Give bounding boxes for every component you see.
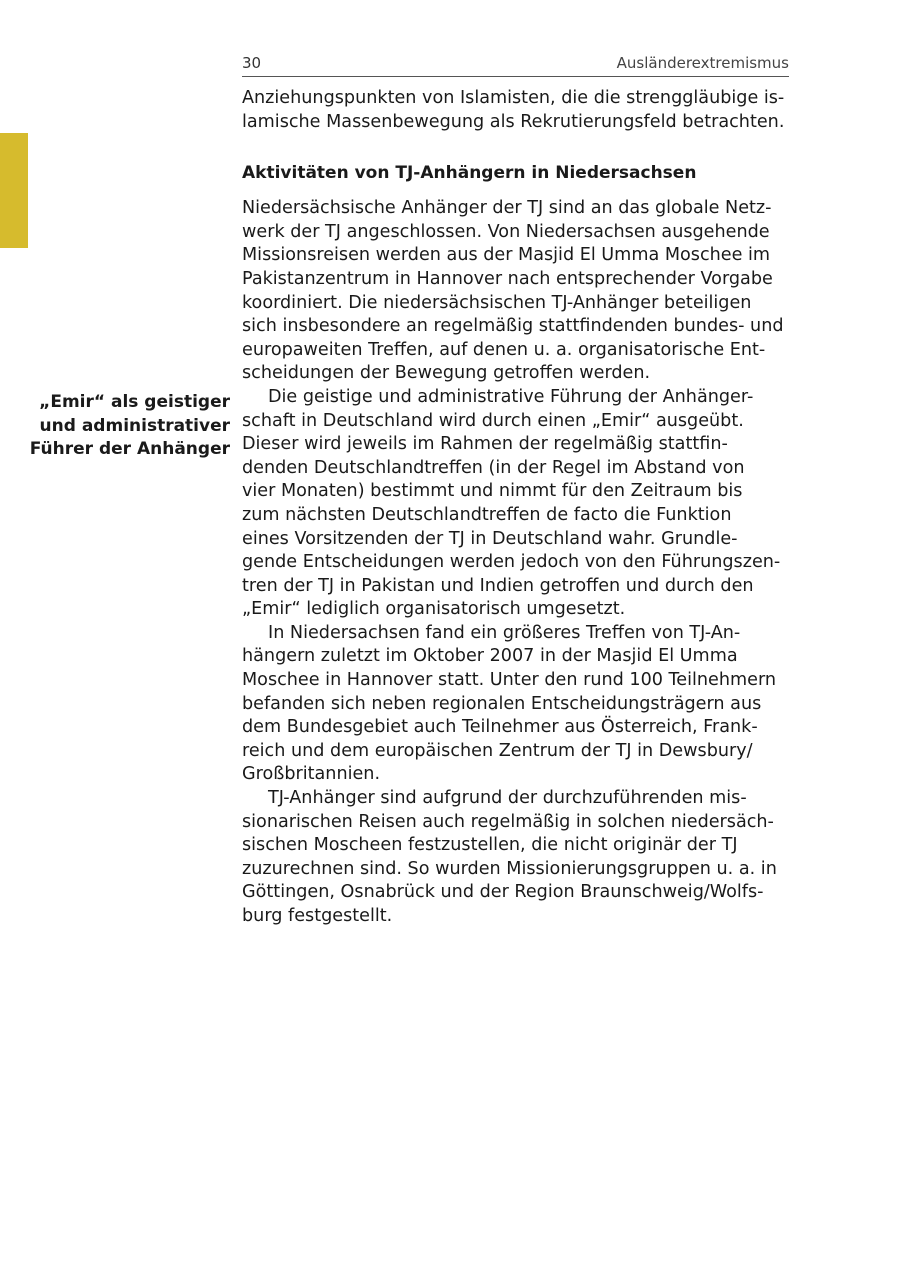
page-number: 30 xyxy=(242,54,262,72)
text-line: sionarischen Reisen auch regelmäßig in solchen niedersäch- xyxy=(242,811,774,832)
paragraph-2 xyxy=(242,386,789,622)
margin-note-line: „Emir“ als geistiger xyxy=(39,392,230,412)
paragraph-1 xyxy=(242,197,789,386)
chapter-tab-marker xyxy=(0,133,28,248)
text-line: Pakistanzentrum in Hannover nach entsprechender Vorgabe xyxy=(242,268,773,289)
text-line: schaft in Deutschland wird durch einen „Emir“ ausgeübt. xyxy=(242,410,744,431)
page-header xyxy=(242,52,789,77)
text-line: gende Entscheidungen werden jedoch von den Führungszen- xyxy=(242,552,781,573)
text-line: Die geistige und administrative Führung der Anhänger- xyxy=(268,386,754,407)
paragraph-3 xyxy=(242,622,789,787)
text-line: scheidungen der Bewegung getroffen werden. xyxy=(242,363,651,384)
text-line: hängern zuletzt im Oktober 2007 in der Masjid El Umma xyxy=(242,646,738,667)
text-line: lamische Massenbewegung als Rekrutierungsfeld betrachten. xyxy=(242,111,785,132)
margin-note xyxy=(20,391,230,462)
text-line: Niedersächsische Anhänger der TJ sind an das globale Netz- xyxy=(242,198,772,219)
text-line: Göttingen, Osnabrück und der Region Braunschweig/Wolfs- xyxy=(242,882,764,903)
section-heading: Aktivitäten von TJ-Anhängern in Niedersachsen xyxy=(242,163,697,184)
text-line: Dieser wird jeweils im Rahmen der regelmäßig stattfin- xyxy=(242,434,728,455)
text-line: koordiniert. Die niedersächsischen TJ-Anhänger beteiligen xyxy=(242,292,752,313)
margin-note-line: und administrativer xyxy=(39,415,230,436)
text-line: Großbritannien. xyxy=(242,764,381,785)
margin-note-line: Führer der Anhänger xyxy=(29,439,230,460)
text-line: Moschee in Hannover statt. Unter den rund 100 Teilnehmern xyxy=(242,670,777,691)
text-line: reich und dem europäischen Zentrum der TJ in Dewsbury/ xyxy=(242,740,753,761)
text-line: „Emir“ lediglich organisatorisch umgesetzt. xyxy=(242,599,626,620)
text-line: zum nächsten Deutschlandtreffen de facto die Funktion xyxy=(242,504,732,525)
text-line: eines Vorsitzenden der TJ in Deutschland wahr. Grundle- xyxy=(242,528,738,549)
text-line: europaweiten Treffen, auf denen u. a. organisatorische Ent- xyxy=(242,339,766,360)
text-line: Anziehungspunkten von Islamisten, die die strenggläubige is- xyxy=(242,88,785,108)
text-line: sich insbesondere an regelmäßig stattfindenden bundes- und xyxy=(242,316,784,337)
running-title: Ausländerextremismus xyxy=(616,54,789,72)
text-line: dem Bundesgebiet auch Teilnehmer aus Österreich, Frank- xyxy=(242,717,758,738)
intro-paragraph xyxy=(242,87,789,134)
text-line: In Niedersachsen fand ein größeres Treffen von TJ-An- xyxy=(268,622,741,643)
text-line: vier Monaten) bestimmt und nimmt für den Zeitraum bis xyxy=(242,481,743,502)
text-line: sischen Moscheen festzustellen, die nicht originär der TJ xyxy=(242,835,738,856)
text-line: befanden sich neben regionalen Entscheidungsträgern aus xyxy=(242,693,762,714)
text-line: Missionsreisen werden aus der Masjid El Umma Moschee im xyxy=(242,245,771,266)
text-line: tren der TJ in Pakistan und Indien getroffen und durch den xyxy=(242,575,754,596)
paragraph-4 xyxy=(242,787,789,929)
main-text-column xyxy=(242,87,789,929)
text-line: werk der TJ angeschlossen. Von Niedersachsen ausgehende xyxy=(242,221,770,242)
text-line: denden Deutschlandtreffen (in der Regel im Abstand von xyxy=(242,457,745,478)
text-line: burg festgestellt. xyxy=(242,906,393,926)
text-line: TJ-Anhänger sind aufgrund der durchzuführenden mis- xyxy=(268,788,747,809)
text-line: zuzurechnen sind. So wurden Missionierungsgruppen u. a. in xyxy=(242,858,777,879)
